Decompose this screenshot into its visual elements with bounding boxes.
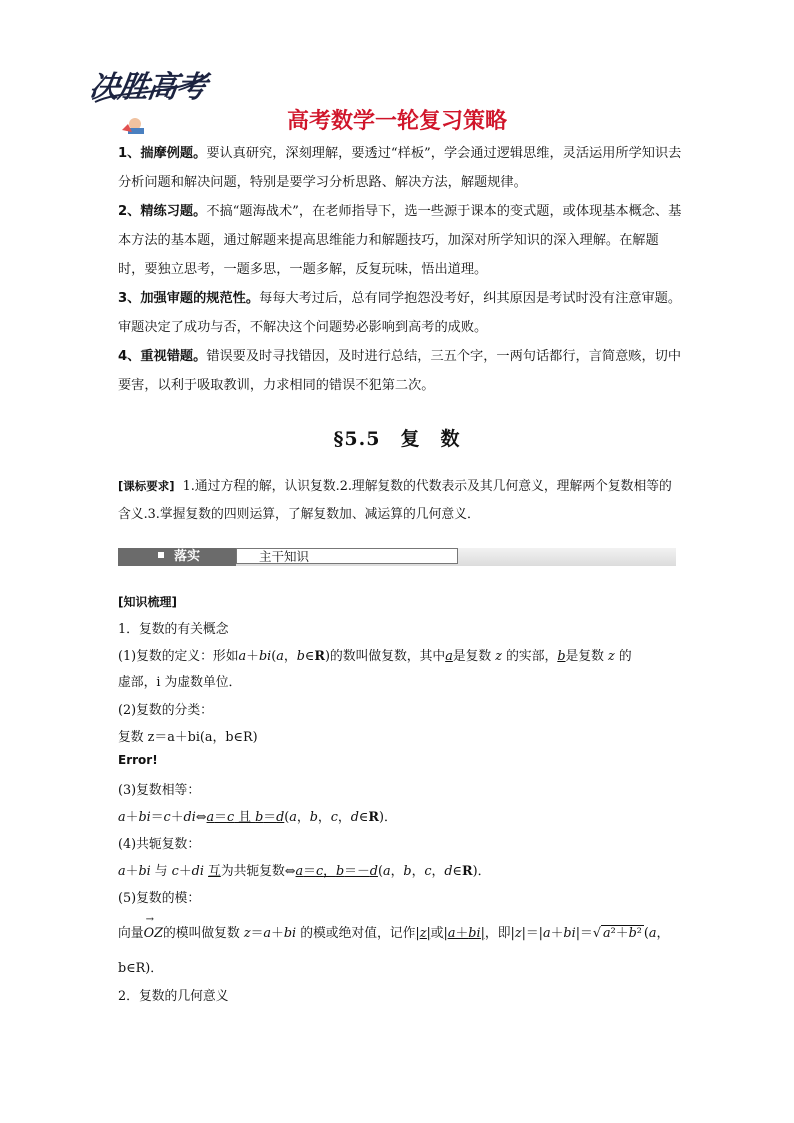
curriculum-requirements bbox=[118, 472, 683, 529]
strategy-lead: 4、重视错题。 bbox=[118, 349, 207, 364]
text-segment: 的 bbox=[618, 649, 632, 664]
text-segment: ，即 bbox=[484, 926, 511, 941]
banner-left bbox=[118, 548, 236, 566]
strategy-lead: 1、揣摩例题。 bbox=[118, 146, 207, 161]
section-banner bbox=[118, 546, 676, 570]
modulus-heading: (5)复数的模： bbox=[118, 891, 201, 906]
modulus-formula: 向量→ OZ的模叫做复数 z＝a＋bi 的模或绝对值，记作|z|或|a＋bi|，即|z|＝|a＋bi|＝√ a²＋b² (a， bbox=[118, 922, 688, 941]
text-segment: 的模叫做复数 bbox=[162, 926, 240, 941]
text-segment: 的模或绝对值，记作 bbox=[300, 926, 416, 941]
text-segment: 的数叫做复数，其中 bbox=[330, 649, 446, 664]
conjugate-heading: (4)共轭复数： bbox=[118, 837, 201, 852]
strategy-lead: 3、加强审题的规范性。 bbox=[118, 291, 260, 306]
definition-line-2: 虚部，i 为虚数单位． bbox=[118, 675, 242, 690]
classification-formula: 复数 z＝a＋bi(a，b∈R) bbox=[118, 730, 258, 745]
text-segment: 或 bbox=[430, 926, 444, 941]
knowledge-heading: [知识梳理] bbox=[118, 595, 177, 609]
strategy-text: 不搞“题海战术”，在老师指导下，选一些源于课本的变式题，或体现基本概念、基本方法的基本题，通过解题来提高思维能力和解题技巧，加深对所学知识的深入理解。在解题时，要独立思考，一题多思，一题多解，反复玩味，悟出道理。 bbox=[118, 204, 682, 277]
text-segment: 向量 bbox=[118, 926, 144, 941]
strategy-text: 要认真研究，深刻理解，要透过“样板”，学会通过逻辑思维，灵活运用所学知识去分析问题和解决问题，特别是要学习分析思路、解决方法，解题规律。 bbox=[118, 146, 682, 190]
strategy-4 bbox=[118, 342, 683, 400]
text-segment: (1)复数的定义：形如 bbox=[118, 649, 239, 664]
banner-left-label: 落实 bbox=[174, 549, 201, 564]
text-segment: 是复数 bbox=[452, 649, 492, 664]
text-segment: 的实部， bbox=[506, 649, 558, 664]
equality-heading: (3)复数相等： bbox=[118, 783, 201, 798]
banner-right: 主干知识 bbox=[236, 548, 458, 564]
classification-heading: (2)复数的分类： bbox=[118, 703, 213, 718]
strategy-lead: 2、精练习题。 bbox=[118, 204, 207, 219]
requirements-tag: [课标要求] bbox=[118, 479, 175, 493]
knowledge-item-1: 1．复数的有关概念 bbox=[118, 622, 229, 637]
strategy-text: 每每大考过后，总有同学抱怨没考好，纠其原因是考试时没有注意审题。审题决定了成功与否，不解决这个问题势必影响到高考的成败。 bbox=[118, 291, 682, 335]
error-marker: Error! bbox=[118, 753, 158, 767]
strategy-1 bbox=[118, 139, 683, 197]
page-title: 高考数学一轮复习策略 bbox=[286, 109, 507, 134]
equality-formula: a＋bi＝c＋di⇔a＝c 且 b＝d(a，b，c，d∈R)． bbox=[118, 810, 397, 825]
modulus-end: b∈R)． bbox=[118, 961, 164, 976]
section-title: §5.5 复 数 bbox=[333, 428, 461, 450]
strategy-2 bbox=[118, 197, 683, 284]
conjugate-formula: a＋bi 与 c＋di 互为共轭复数⇔a＝c，b＝－d(a，b，c，d∈R)． bbox=[118, 864, 491, 879]
strategy-text: 错误要及时寻找错因，及时进行总结，三五个字，一两句话都行，言简意赅，切中要害，以利于吸取教训，力求相同的错误不犯第二次。 bbox=[118, 349, 682, 393]
definition-line-1: (1)复数的定义：形如a＋bi(a，b∈R)的数叫做复数，其中a是复数 z 的实部，b是复数 z 的 bbox=[118, 649, 632, 664]
logo-text: 决胜高考 bbox=[87, 70, 208, 105]
square-icon bbox=[158, 552, 164, 558]
knowledge-item-2: 2．复数的几何意义 bbox=[118, 989, 229, 1004]
text-segment: 是复数 bbox=[565, 649, 604, 664]
requirements-text: 1.通过方程的解，认识复数.2.理解复数的代数表示及其几何意义，理解两个复数相等的含义.3.掌握复数的四则运算，了解复数加、减运算的几何意义． bbox=[118, 479, 672, 522]
strategy-3 bbox=[118, 284, 683, 342]
